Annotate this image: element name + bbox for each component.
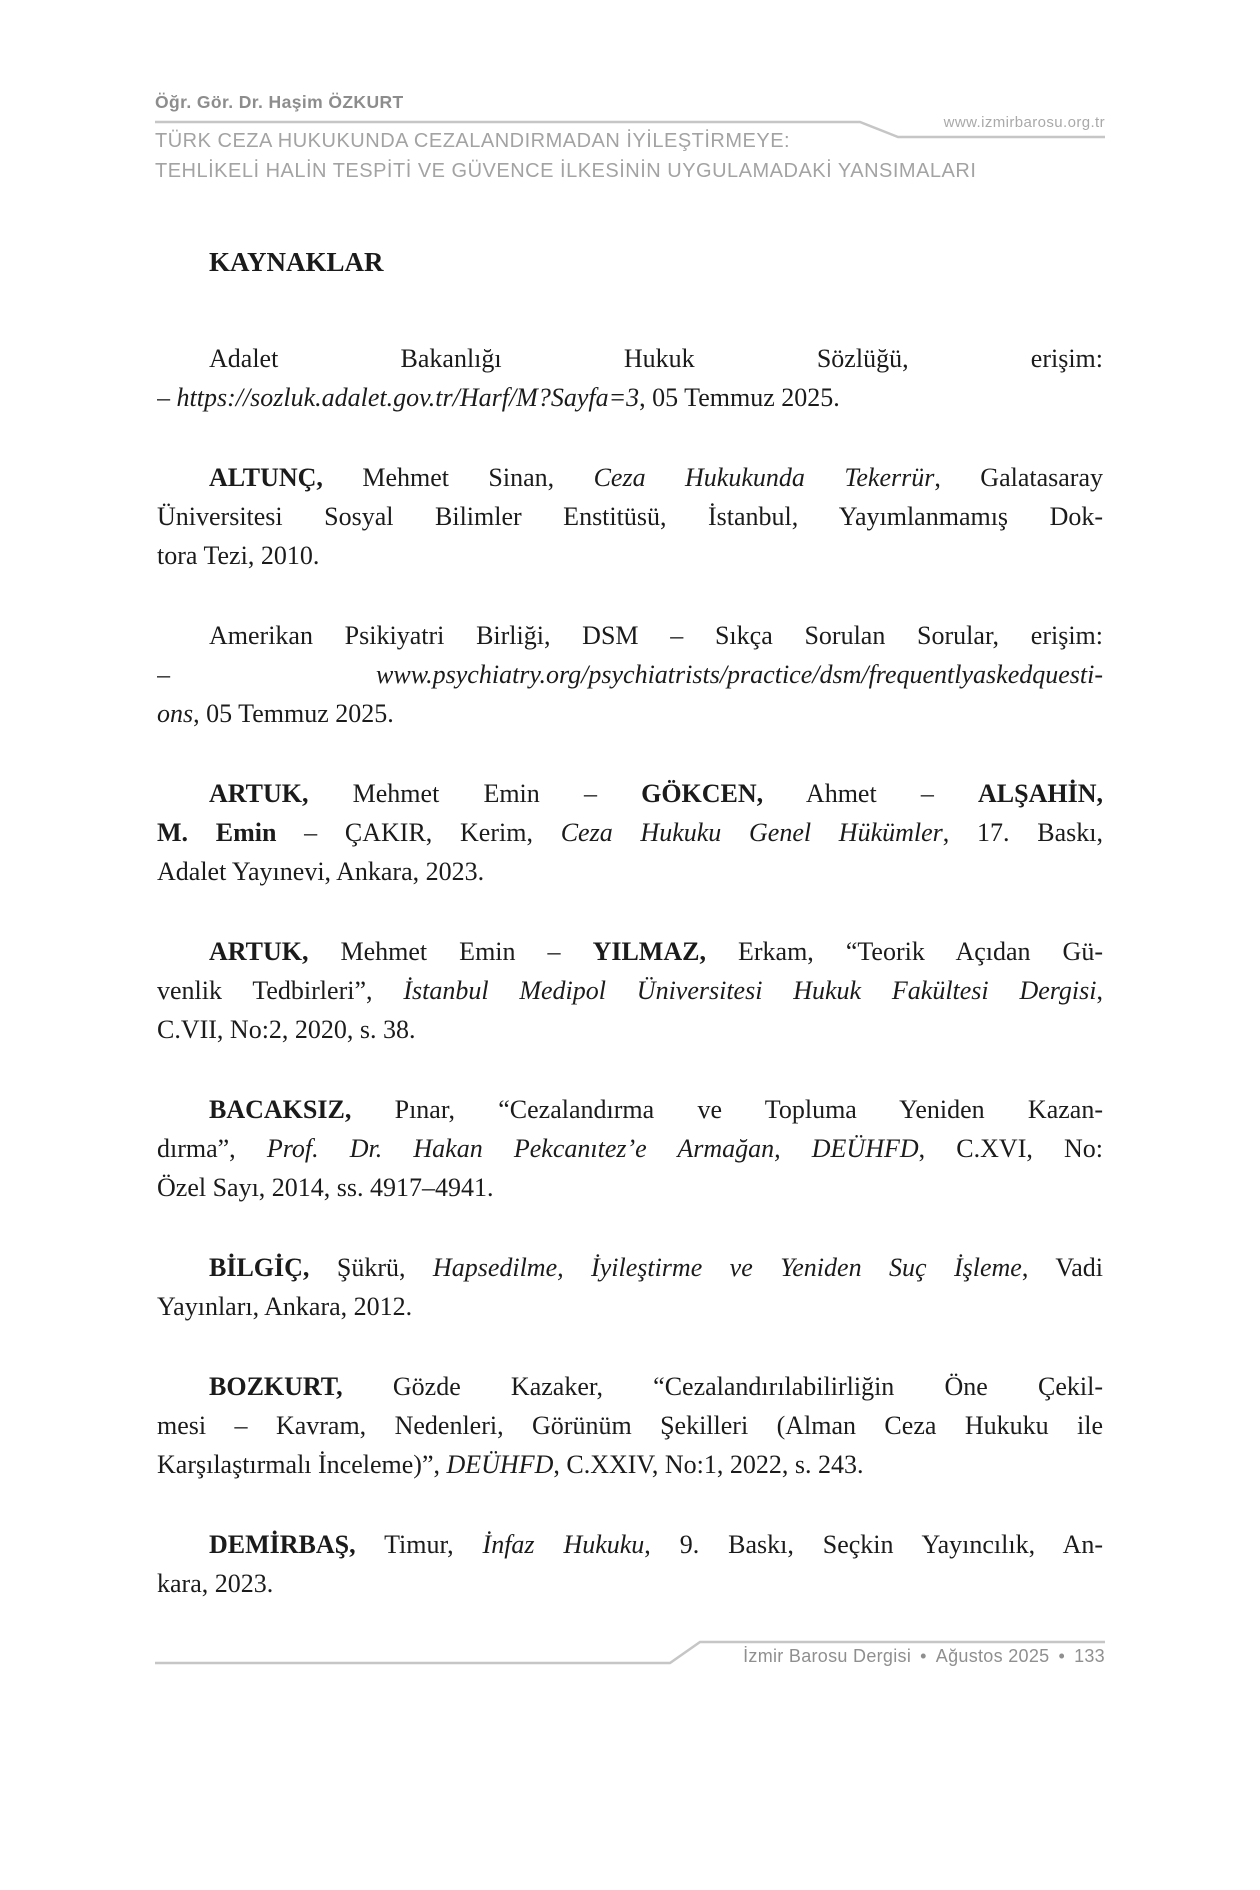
reference-segment: Karşılaştırmalı İnceleme)”, [157,1450,447,1479]
reference-segment: DEÜHFD [446,1450,554,1479]
author-name: Öğr. Gör. Dr. Haşim ÖZKURT [155,92,404,112]
website-url: www.izmirbarosu.org.tr [943,114,1105,131]
reference-segment: BOZKURT, [209,1372,343,1401]
reference-segment: BACAKSIZ, [209,1095,352,1124]
reference-line [157,1010,1103,1049]
reference-segment: , 05 Temmuz 2025. [193,699,394,728]
reference-line [157,497,1103,536]
reference-line [157,1129,1103,1168]
reference-segment: mesi – Kavram, Nedenleri, Görünüm Şekilleri (Alman Ceza Hukuku ile [157,1411,1103,1440]
reference-segment: , 17. Baskı, [942,818,1103,847]
reference-segment: Timur, [355,1530,483,1559]
reference-segment: GÖKCEN, [641,779,764,808]
reference-entry [157,1090,1103,1207]
reference-line [157,774,1103,813]
footer [743,1646,1105,1667]
reference-segment: , C.XXIV, No:1, 2022, s. 243. [553,1450,864,1479]
reference-segment: Adalet Yayınevi, Ankara, 2023. [157,857,485,886]
reference-entry [157,1525,1103,1603]
reference-entry [157,932,1103,1049]
reference-line [157,1564,1103,1603]
reference-segment: Üniversitesi Sosyal Bilimler Enstitüsü, İstanbul, Yayımlanmamış Dok- [157,502,1103,531]
reference-entry [157,339,1103,417]
reference-line [157,1445,1103,1484]
reference-line [157,932,1103,971]
reference-line [157,694,1103,733]
reference-segment: , Galatasaray [934,463,1103,492]
reference-segment: – [157,660,377,689]
reference-segment: Şükrü, [309,1253,433,1282]
reference-line [157,1090,1103,1129]
reference-segment: tora Tezi, 2010. [157,541,320,570]
article-title-line-2: TEHLİKELİ HALİN TESPİTİ VE GÜVENCE İLKESİNİN UYGULAMADAKİ YANSIMALARI [155,160,977,182]
reference-entry [157,1367,1103,1484]
reference-line [157,458,1103,497]
issue-date: Ağustos 2025 [935,1646,1050,1666]
reference-segment: Erkam, “Teorik Açıdan Gü- [705,937,1103,966]
reference-segment: ARTUK, [209,937,309,966]
reference-segment: ALTUNÇ, [209,463,323,492]
reference-line [157,378,1103,417]
reference-line [157,1168,1103,1207]
reference-segment: Hapsedilme, İyileştirme ve Yeniden Suç İşleme [432,1253,1022,1282]
page-content [157,243,1103,1603]
reference-segment: İnfaz Hukuku [482,1530,645,1559]
bullet-separator: • [1058,1646,1066,1666]
reference-segment: Mehmet Emin – [308,779,642,808]
reference-segment: ARTUK, [209,779,309,808]
reference-segment: Özel Sayı, 2014, ss. 4917–4941. [157,1173,494,1202]
reference-line [157,655,1103,694]
reference-segment: Mehmet Emin – [308,937,593,966]
reference-segment: – ÇAKIR, Kerim, [276,818,561,847]
reference-line [157,813,1103,852]
url-text: www.psychiatry.org/psychiatrists/practice/dsm/frequentlyaskedquesti- [376,660,1103,689]
url-text: https://sozluk.adalet.gov.tr/Harf/M?Sayfa=3 [176,383,640,412]
reference-segment: Amerikan Psikiyatri Birliği, DSM – Sıkça Sorulan Sorular, erişim: [209,621,1103,650]
article-title [155,126,976,186]
section-title: KAYNAKLAR [209,247,384,277]
reference-segment: C.VII, No:2, 2020, s. 38. [157,1015,416,1044]
reference-segment: Gözde Kazaker, “Cezalandırılabilirliğin Öne Çekil- [342,1372,1103,1401]
reference-entry [157,458,1103,575]
reference-segment: Prof. Dr. Hakan Pekcanıtez’e Armağan, DEÜHFD [266,1134,919,1163]
reference-segment: M. Emin [157,818,277,847]
reference-line [157,971,1103,1010]
reference-line [157,1248,1103,1287]
reference-segment: İstanbul Medipol Üniversitesi Hukuk Fakültesi Dergisi [403,976,1097,1005]
reference-segment: YILMAZ, [592,937,706,966]
reference-segment: – [157,383,177,412]
reference-line [157,852,1103,891]
bullet-separator: • [920,1646,927,1666]
reference-segment: Ceza Hukukunda Tekerrür [593,463,935,492]
reference-segment: , C.XVI, No: [918,1134,1103,1163]
page-number: 133 [1074,1646,1105,1666]
reference-line [157,1367,1103,1406]
reference-entry [157,774,1103,891]
reference-segment: Mehmet Sinan, [322,463,594,492]
reference-entry [157,1248,1103,1326]
reference-segment: venlik Tedbirleri”, [157,976,404,1005]
reference-segment: ALŞAHİN, [978,779,1103,808]
reference-segment: , Vadi [1021,1253,1103,1282]
reference-segment: , 9. Baskı, Seçkin Yayıncılık, An- [644,1530,1103,1559]
reference-segment: DEMİRBAŞ, [209,1530,356,1559]
reference-line [157,536,1103,575]
journal-name: İzmir Barosu Dergisi [743,1646,912,1666]
reference-segment: Ceza Hukuku Genel Hükümler [560,818,943,847]
reference-segment: Adalet Bakanlığı Hukuk Sözlüğü, erişim: [209,344,1103,373]
reference-line [157,1406,1103,1445]
reference-segment: ons [157,699,194,728]
reference-segment: dırma”, [157,1134,267,1163]
reference-line [157,1287,1103,1326]
reference-segment: , [1096,976,1103,1005]
reference-entry [157,616,1103,733]
reference-line [157,1525,1103,1564]
reference-segment: Yayınları, Ankara, 2012. [157,1292,413,1321]
reference-segment: kara, 2023. [157,1569,274,1598]
article-title-line-1: TÜRK CEZA HUKUKUNDA CEZALANDIRMADAN İYİLEŞTİRMEYE: [155,130,791,152]
reference-segment: Pınar, “Cezalandırma ve Topluma Yeniden Kazan- [351,1095,1103,1124]
reference-line [157,616,1103,655]
reference-segment: , 05 Temmuz 2025. [639,383,840,412]
reference-line [157,339,1103,378]
reference-segment: Ahmet – [763,779,978,808]
reference-segment: BİLGİÇ, [209,1253,310,1282]
references-list [157,339,1103,1603]
